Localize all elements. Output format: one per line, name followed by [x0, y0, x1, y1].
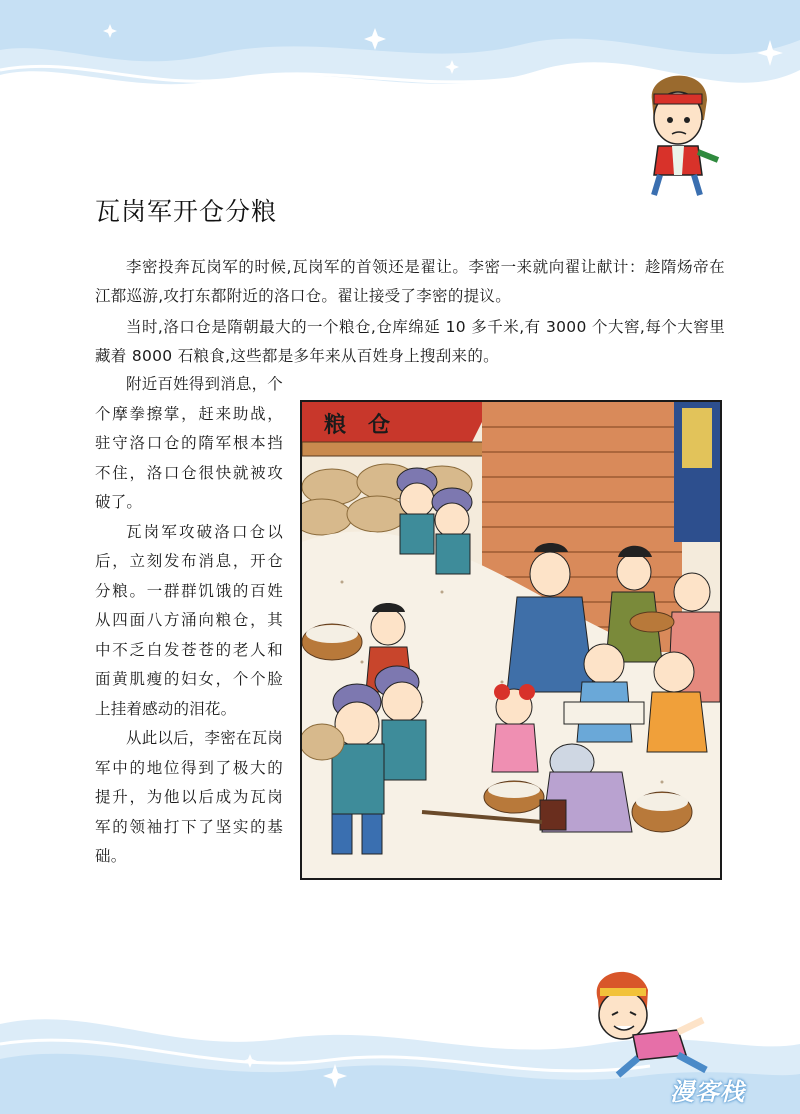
- side-text-column: [95, 370, 283, 872]
- mascot-boy-icon: [632, 60, 722, 200]
- column-paragraph-3: 从此以后，李密在瓦岗军中的地位得到了极大的提升，为他以后成为瓦岗军的领袖打下了坚实的基础。: [95, 729, 284, 865]
- paragraph-2: 当时,洛口仓是隋朝最大的一个粮仓,仓库绵延 10 多千米,有 3000 个大窖,每个大窖里藏着 8000 石粮食,这些都是多年来从百姓身上搜刮来的。: [95, 318, 725, 365]
- granary-scene-illustration: [300, 400, 722, 880]
- column-paragraph-1: 附近百姓得到消息，个个摩拳擦掌，赶来助战，驻守洛口仓的隋军根本挡不住，洛口仓很快就被攻破了。: [95, 375, 284, 511]
- mascot-girl-icon: [578, 960, 728, 1080]
- paragraph-1: 李密投奔瓦岗军的时候,瓦岗军的首领还是翟让。李密一来就向翟让献计：趁隋炀帝在江都巡游,攻打东都附近的洛口仓。翟让接受了李密的提议。: [95, 258, 725, 305]
- watermark-logo: 漫客栈: [670, 1078, 745, 1106]
- page-title: 瓦岗军开仓分粮: [95, 197, 278, 226]
- granary-sign-text: 粮 仓: [324, 412, 391, 438]
- column-paragraph-2: 瓦岗军攻破洛口仓以后，立刻发布消息，开仓分粮。一群群饥饿的百姓从四面八方涌向粮仓，其中不乏白发苍苍的老人和面黄肌瘦的妇女，个个脸上挂着感动的泪花。: [95, 522, 283, 718]
